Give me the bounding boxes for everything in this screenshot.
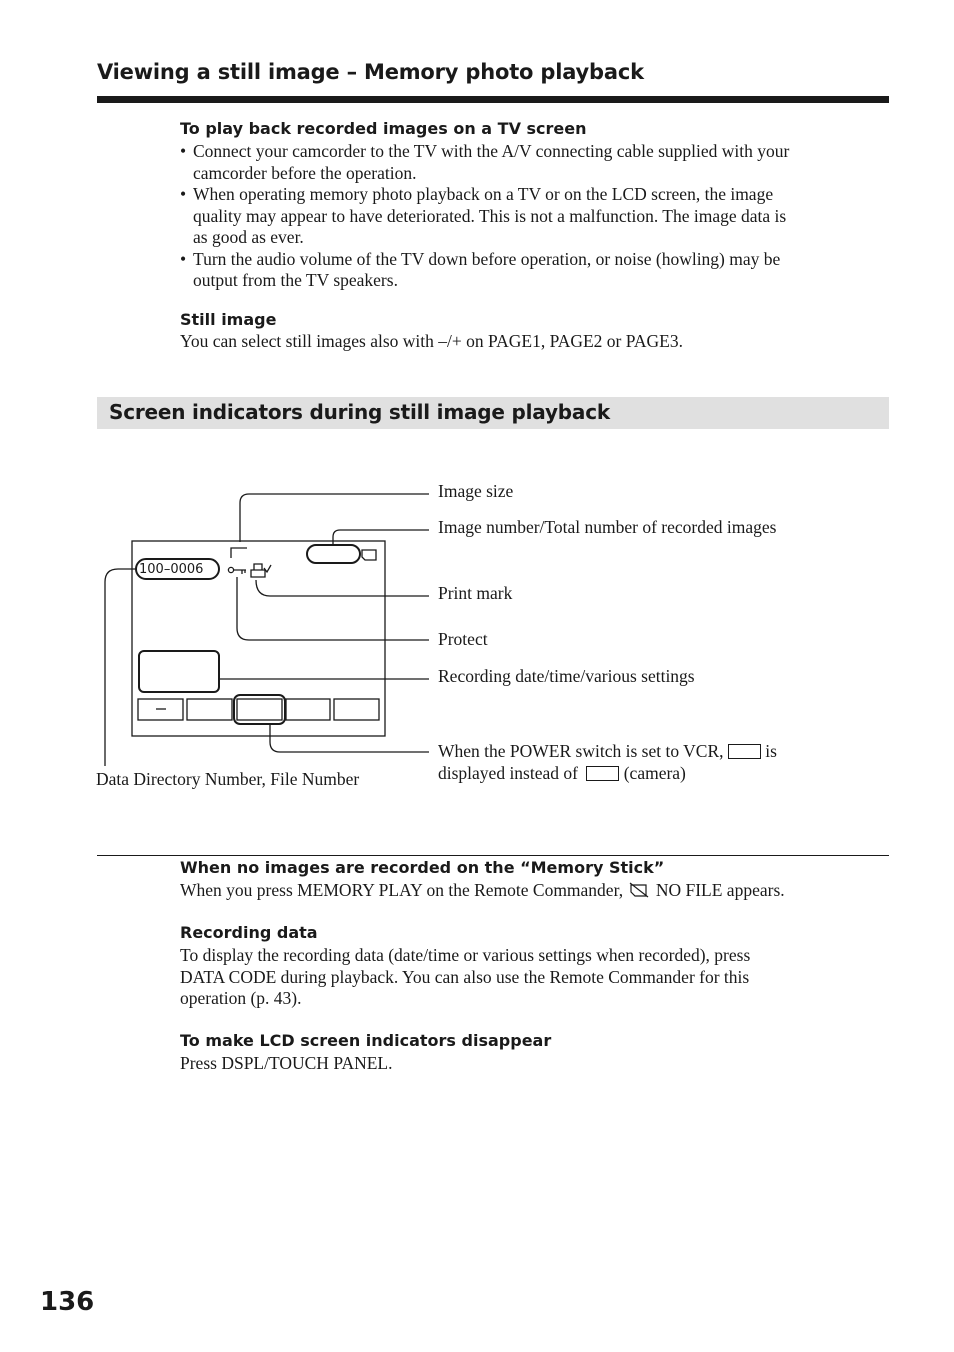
recording-data-text bbox=[180, 945, 750, 1010]
label-power-switch-line2 bbox=[438, 763, 686, 784]
leader-power-switch bbox=[270, 724, 429, 752]
power-switch-text: displayed instead of bbox=[438, 763, 578, 783]
no-images-text bbox=[180, 880, 785, 902]
bullet-line: quality may appear to have deteriorated. This is not a malfunction. The image data is bbox=[193, 205, 787, 226]
label-protect: Protect bbox=[438, 629, 488, 649]
protect-key-icon bbox=[228, 567, 233, 572]
section-title: Viewing a still image – Memory photo playback bbox=[97, 60, 644, 84]
image-size-indicator bbox=[231, 548, 247, 558]
recording-data-line: operation (p. 43). bbox=[180, 988, 302, 1008]
no-images-heading: When no images are recorded on the “Memory Stick” bbox=[180, 858, 665, 877]
lcd-button bbox=[286, 699, 330, 720]
section-divider bbox=[97, 855, 889, 856]
leader-image-number bbox=[333, 530, 429, 545]
image-number-indicator bbox=[307, 545, 360, 563]
no-images-text-a: When you press MEMORY PLAY on the Remote Commander, bbox=[180, 880, 624, 900]
lcd-button bbox=[237, 699, 282, 720]
bullet-dot: • bbox=[180, 184, 187, 204]
bullet-dot: • bbox=[180, 248, 187, 269]
memory-stick-icon bbox=[628, 882, 650, 898]
label-data-directory: Data Directory Number, File Number bbox=[96, 769, 360, 789]
still-image-text: You can select still images also with –/+ on PAGE1, PAGE2 or PAGE3. bbox=[180, 331, 683, 351]
lcd-button bbox=[334, 699, 379, 720]
section-band-title: Screen indicators during still image playback bbox=[109, 400, 610, 424]
power-switch-text: is bbox=[765, 741, 777, 761]
page-number: 136 bbox=[40, 1287, 95, 1317]
recording-data-line: To display the recording data (date/time or various settings when recorded), press bbox=[180, 945, 751, 965]
label-power-switch-line1 bbox=[438, 741, 777, 762]
bullet-line: Connect your camcorder to the TV with the A/V connecting cable supplied with your bbox=[193, 141, 790, 161]
camera-mode-box bbox=[586, 766, 619, 781]
leader-print-mark bbox=[256, 580, 429, 596]
bullet-line: output from the TV speakers. bbox=[193, 270, 398, 290]
bullet-line: as good as ever. bbox=[193, 227, 304, 247]
label-image-size: Image size bbox=[438, 481, 514, 501]
memory-stick-small-icon bbox=[362, 550, 376, 560]
power-switch-text: When the POWER switch is set to VCR, bbox=[438, 741, 724, 761]
recording-data-line: DATA CODE during playback. You can also use the Remote Commander for this bbox=[180, 966, 750, 987]
lcd-disappear-heading: To make LCD screen indicators disappear bbox=[180, 1031, 552, 1050]
label-recording-date: Recording date/time/various settings bbox=[438, 666, 695, 686]
tv-playback-heading: To play back recorded images on a TV screen bbox=[180, 119, 587, 138]
bullet-dot: • bbox=[180, 141, 187, 161]
lcd-disappear-text: Press DSPL/TOUCH PANEL. bbox=[180, 1053, 393, 1073]
leader-protect bbox=[237, 577, 429, 640]
print-mark-icon bbox=[251, 564, 271, 577]
recording-data-heading: Recording data bbox=[180, 923, 318, 942]
leader-image-size bbox=[240, 494, 429, 542]
recording-date-indicator bbox=[139, 651, 219, 692]
still-image-heading: Still image bbox=[180, 310, 277, 329]
no-images-text-b: NO FILE appears. bbox=[655, 880, 785, 900]
label-print-mark: Print mark bbox=[438, 583, 513, 603]
label-image-number: Image number/Total number of recorded images bbox=[438, 517, 777, 537]
bullet-line: Turn the audio volume of the TV down before operation, or noise (howling) may be bbox=[193, 248, 781, 269]
vcr-mode-box bbox=[728, 744, 761, 759]
power-switch-text: (camera) bbox=[623, 763, 686, 783]
bullet-line: camcorder before the operation. bbox=[193, 162, 417, 183]
bullet-line: When operating memory photo playback on a TV or on the LCD screen, the image bbox=[193, 184, 774, 204]
lcd-file-number: 100–0006 bbox=[139, 562, 204, 577]
lcd-button bbox=[187, 699, 232, 720]
